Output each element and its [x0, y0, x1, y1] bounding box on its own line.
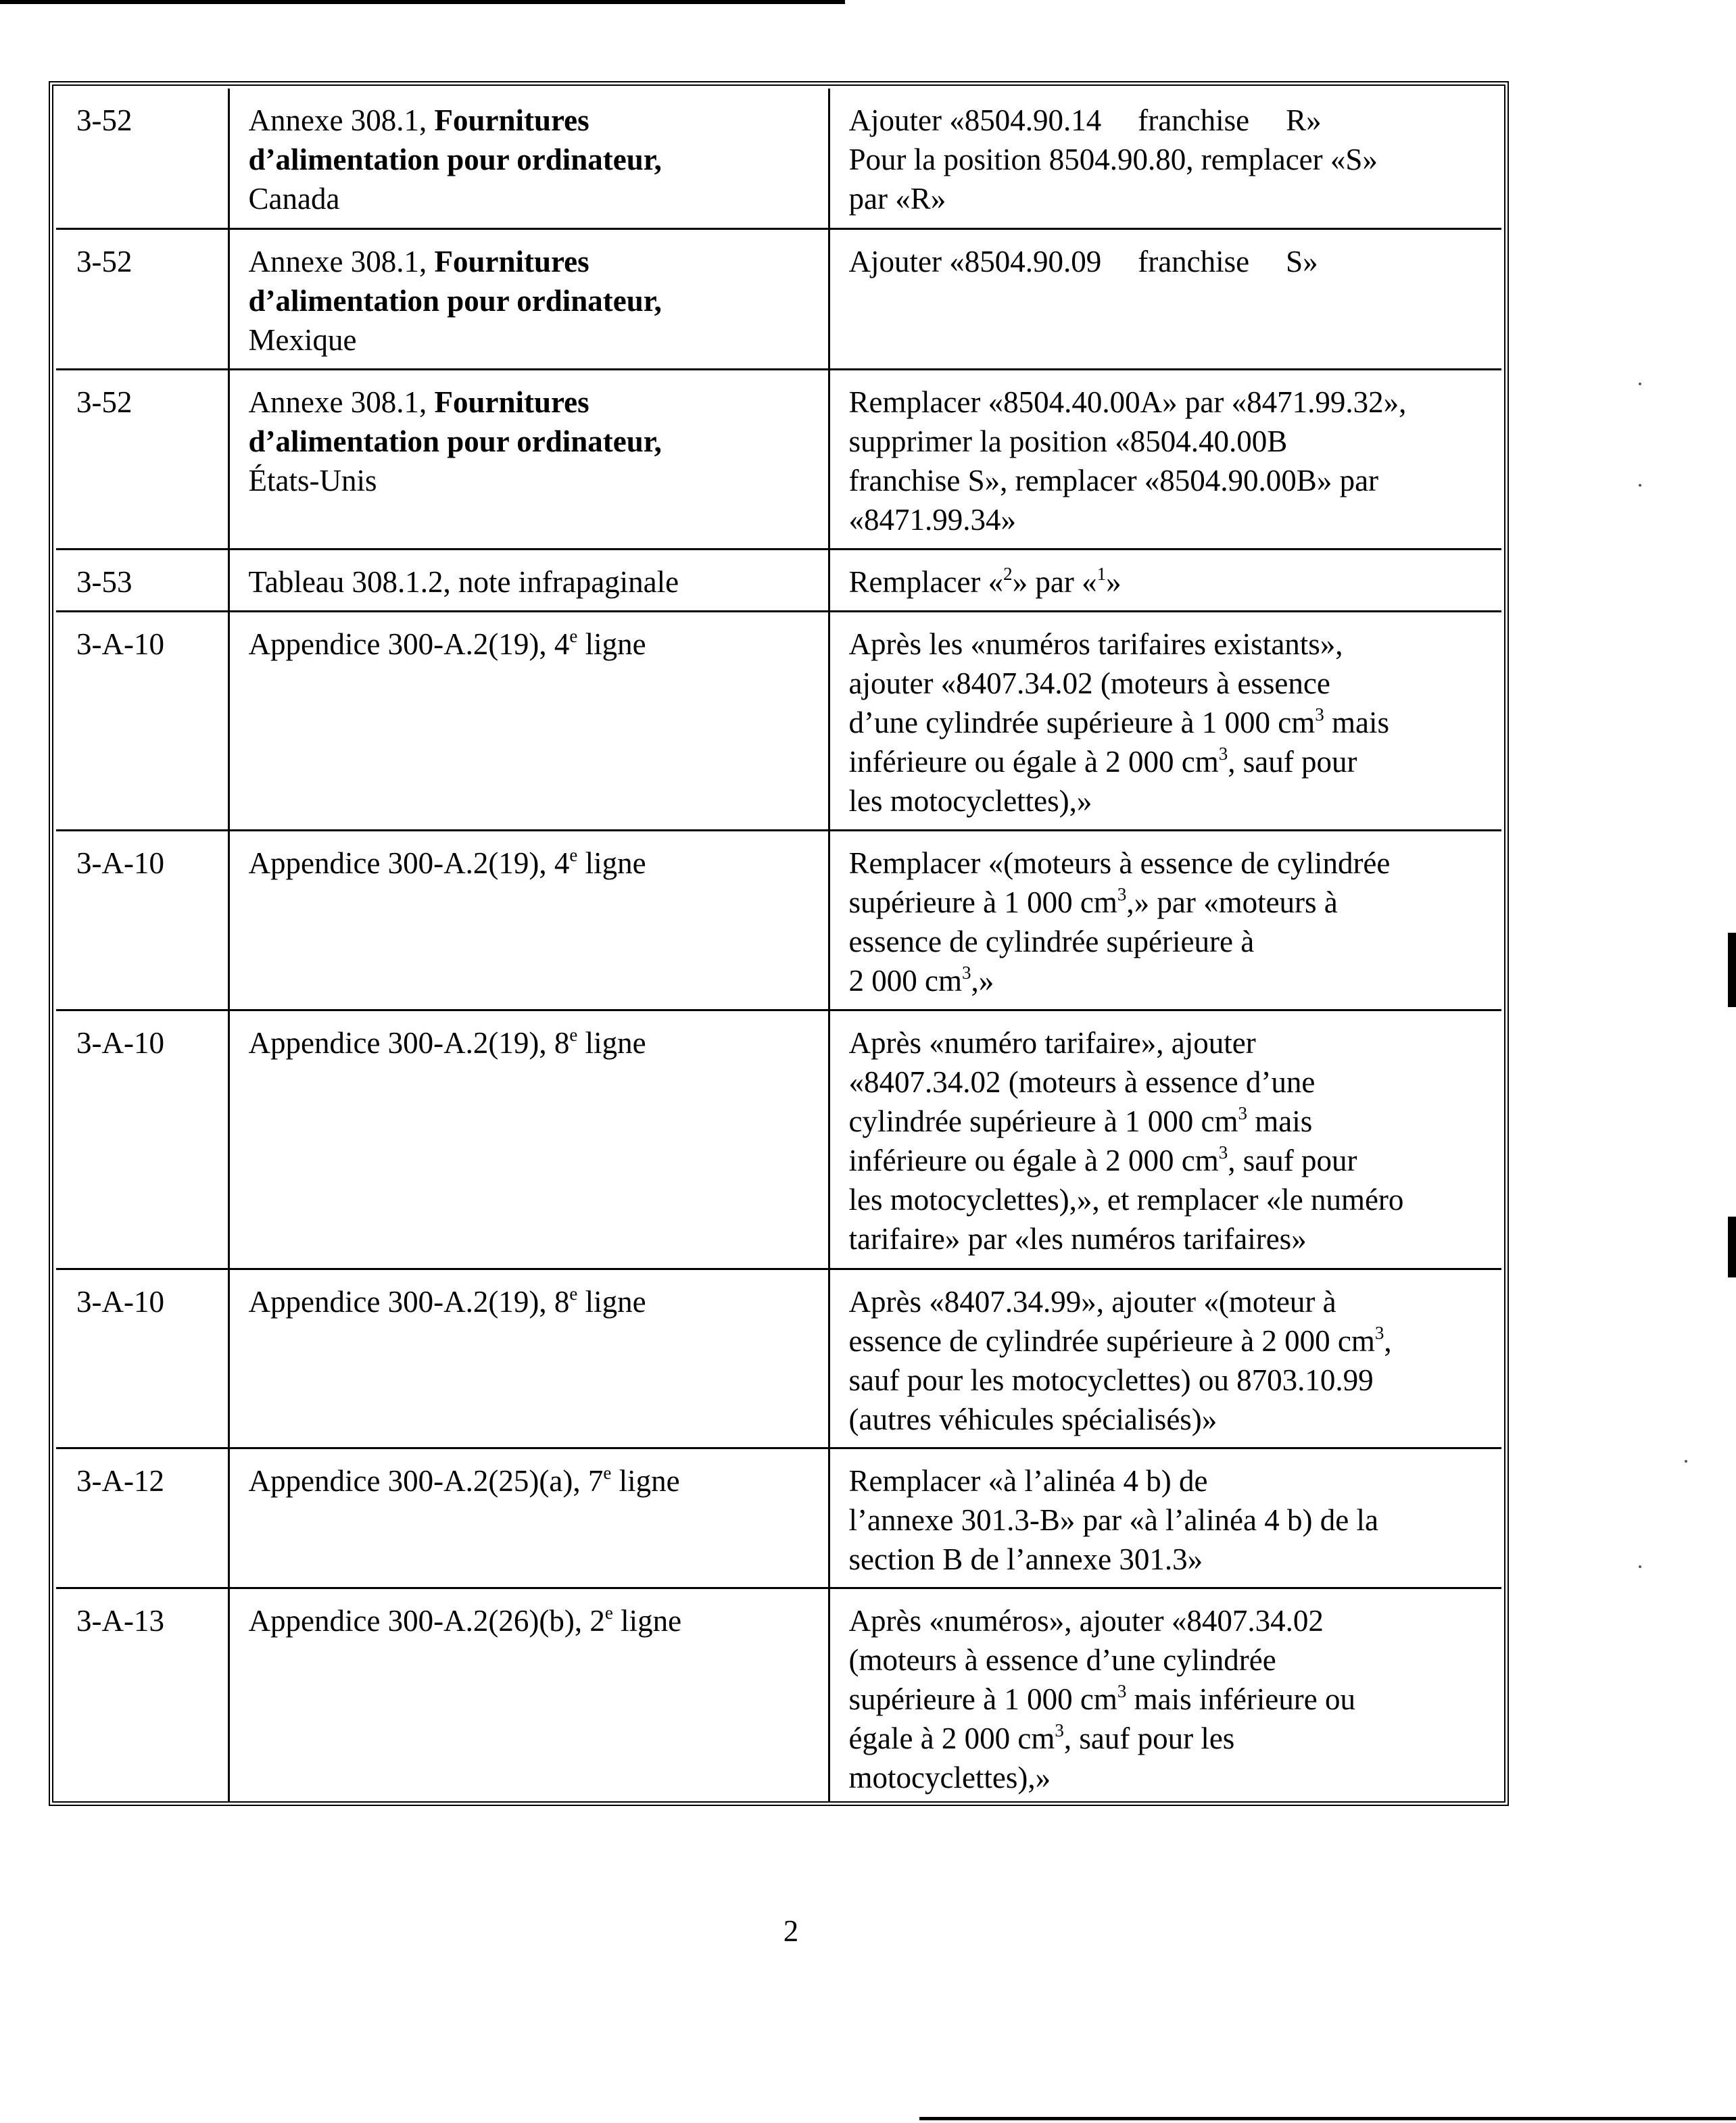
superscript: 3: [1374, 1322, 1384, 1343]
amendment-text: franchise: [1138, 103, 1250, 137]
table-row: [56, 1448, 1501, 1588]
amendment-line: essence de cylindrée supérieure à 2 000 $cm^3$,: [848, 1322, 1392, 1358]
location-bold-line: d’alimentation pour ordinateur,: [248, 143, 662, 176]
table-row: [56, 369, 1501, 549]
amendment-cell: [829, 611, 1501, 830]
amendment-text: R»: [1286, 103, 1322, 137]
location-line: Tableau 308.1.2, note infrapaginale: [248, 564, 679, 599]
reference-text: 3-A-13: [76, 1603, 164, 1638]
location-bold-text: Fournitures: [434, 385, 589, 419]
amendment-cell: [829, 369, 1501, 549]
superscript: e: [569, 844, 578, 865]
amendments-table: [56, 89, 1501, 1803]
scan-speck: [1639, 484, 1641, 487]
superscript: 3: [1055, 1719, 1064, 1740]
amendment-line: Pour la position 8504.90.80, remplacer «S»: [848, 143, 1378, 176]
reference-text: 3-53: [76, 564, 132, 599]
amendment-line: inférieure ou égale à 2 000 $cm^3$, sauf pour: [848, 1142, 1357, 1177]
amendment-line: «8407.34.02 (moteurs à essence d’une: [848, 1065, 1316, 1099]
bottom-scan-rule: [919, 2117, 1736, 2120]
location-text: Annexe 308.1,: [248, 244, 435, 278]
amendment-line: l’annexe 301.3-B» par «à l’alinéa 4 b) de la: [848, 1503, 1378, 1537]
reference-cell: [56, 1269, 228, 1448]
location-bold-line: d’alimentation pour ordinateur,: [248, 283, 662, 318]
amendment-text: franchise: [1138, 244, 1250, 278]
edge-scan-mark: [1728, 1217, 1736, 1277]
location-cell: [228, 611, 829, 830]
amendment-cell: [829, 1448, 1501, 1588]
reference-text: 3-A-10: [76, 627, 164, 661]
table-row: [56, 549, 1501, 611]
amendment-line: supérieure à 1 000 $cm^3$ mais inférieure ou: [848, 1680, 1355, 1716]
location-line: Appendice 300-A.2(25)(a), 7e ligne: [248, 1462, 680, 1498]
location-line: [249, 101, 812, 140]
location-bold-line: d’alimentation pour ordinateur,: [248, 424, 662, 458]
superscript: 3: [1238, 1102, 1248, 1123]
amendment-line: (autres véhicules spécialisés)»: [848, 1402, 1217, 1436]
table-row: [56, 1269, 1501, 1448]
amendment-line: ajouter «8407.34.02 (moteurs à essence: [848, 666, 1330, 700]
location-line: Appendice 300-A.2(19), 4e ligne: [248, 625, 646, 661]
top-scan-rule: [0, 0, 845, 4]
amendment-line: 2 000 $cm^3$,»: [848, 962, 994, 998]
reference-cell: [56, 611, 228, 830]
amendment-cell: [829, 89, 1501, 228]
reference-text: 3-52: [76, 244, 132, 278]
location-country: États-Unis: [248, 463, 377, 497]
table-row: [56, 1010, 1501, 1269]
edge-scan-mark: [1728, 933, 1736, 1007]
amendment-line: Après «numéros», ajouter «8407.34.02: [848, 1603, 1324, 1638]
amendment-line: franchise S», remplacer «8504.90.00B» par: [848, 463, 1379, 497]
page-number: 2: [783, 1914, 799, 1948]
reference-text: 3-52: [76, 385, 132, 419]
table-row: [56, 830, 1501, 1010]
location-cell: [228, 1448, 829, 1588]
scan-speck: [1639, 383, 1641, 385]
amendment-cell: [829, 1010, 1501, 1269]
superscript: 3: [1117, 1680, 1127, 1701]
amendment-line: Après «numéro tarifaire», ajouter: [848, 1025, 1256, 1060]
location-cell: [228, 369, 829, 549]
location-line: Appendice 300-A.2(19), 4e ligne: [248, 844, 646, 880]
amendment-text: Ajouter «8504.90.09: [848, 244, 1102, 278]
amendment-line: section B de l’annexe 301.3»: [848, 1542, 1203, 1576]
amendment-cell: [829, 549, 1501, 611]
superscript: 3: [1218, 1142, 1228, 1163]
amendment-line: sauf pour les motocyclettes) ou 8703.10.99: [848, 1363, 1374, 1397]
amendment-line: les motocyclettes),», et remplacer «le numéro: [848, 1182, 1404, 1217]
amendment-line: tarifaire» par «les numéros tarifaires»: [848, 1221, 1307, 1256]
reference-cell: [56, 1448, 228, 1588]
amendment-text: Ajouter «8504.90.14: [848, 103, 1102, 137]
table-row: [56, 228, 1501, 369]
superscript: e: [569, 625, 578, 646]
superscript: 2: [1003, 563, 1013, 584]
location-country: Mexique: [248, 322, 357, 357]
amendment-line: [849, 242, 1486, 281]
superscript: e: [604, 1602, 613, 1623]
reference-cell: [56, 1010, 228, 1269]
location-cell: [228, 830, 829, 1010]
amendment-cell: [829, 1588, 1501, 1803]
reference-cell: [56, 830, 228, 1010]
superscript: 3: [1315, 704, 1324, 725]
amendment-line: Remplacer «(moteurs à essence de cylindrée: [848, 846, 1391, 880]
superscript: e: [569, 1024, 578, 1045]
table-row: [56, 89, 1501, 228]
amendment-line: essence de cylindrée supérieure à: [848, 924, 1255, 958]
amendment-line: les motocyclettes),»: [848, 783, 1092, 818]
table-row: [56, 611, 1501, 830]
amendment-line: cylindrée supérieure à 1 000 $cm^3$ mais: [848, 1102, 1313, 1138]
location-text: Annexe 308.1,: [248, 385, 435, 419]
location-bold-text: Fournitures: [434, 244, 589, 278]
location-line: Appendice 300-A.2(26)(b), 2e ligne: [248, 1602, 682, 1638]
amendment-cell: [829, 830, 1501, 1010]
amendment-line: supérieure à 1 000 $cm^3$,» par «moteurs à: [848, 883, 1338, 919]
amendment-line: par «R»: [848, 182, 946, 216]
location-line: [249, 242, 812, 281]
location-country: Canada: [248, 182, 340, 216]
scan-speck: [1639, 1565, 1641, 1568]
location-bold-text: Fournitures: [434, 103, 589, 137]
reference-text: 3-A-10: [76, 846, 164, 880]
location-line: [249, 383, 812, 422]
superscript: e: [603, 1462, 612, 1483]
reference-cell: [56, 369, 228, 549]
amendment-line: «8471.99.34»: [848, 502, 1016, 537]
superscript: 3: [1117, 883, 1127, 904]
reference-text: 3-52: [76, 103, 132, 137]
scan-speck: [1685, 1460, 1687, 1463]
location-cell: [228, 89, 829, 228]
amendment-line: Après les «numéros tarifaires existants»,: [848, 627, 1343, 661]
reference-cell: [56, 228, 228, 369]
location-cell: [228, 228, 829, 369]
location-line: Appendice 300-A.2(19), 8e ligne: [248, 1283, 646, 1319]
reference-cell: [56, 1588, 228, 1803]
location-cell: [228, 1010, 829, 1269]
reference-text: 3-A-10: [76, 1025, 164, 1060]
amendment-line: d’une cylindrée supérieure à 1 000 $cm^3$ mais: [848, 704, 1389, 739]
reference-cell: [56, 89, 228, 228]
superscript: 3: [1218, 743, 1228, 764]
reference-text: 3-A-10: [76, 1284, 164, 1319]
amendment-line: motocyclettes),»: [848, 1760, 1051, 1795]
reference-text: 3-A-12: [76, 1463, 164, 1498]
location-cell: [228, 1588, 829, 1803]
amendment-line: Remplacer «$^2$» par «$^1$»: [848, 563, 1122, 599]
superscript: 3: [961, 962, 971, 983]
amendment-line: inférieure ou égale à 2 000 $cm^3$, sauf pour: [848, 743, 1357, 779]
amendment-text: S»: [1286, 244, 1318, 278]
location-text: Annexe 308.1,: [248, 103, 435, 137]
table-row: [56, 1588, 1501, 1803]
location-cell: [228, 1269, 829, 1448]
amendment-line: Remplacer «à l’alinéa 4 b) de: [848, 1463, 1208, 1498]
amendment-line: égale à 2 000 $cm^3$, sauf pour les: [848, 1719, 1235, 1755]
amendment-line: Remplacer «8504.40.00A» par «8471.99.32»,: [848, 385, 1407, 419]
amendment-line: [849, 101, 1486, 140]
amendment-cell: [829, 1269, 1501, 1448]
reference-cell: [56, 549, 228, 611]
location-cell: [228, 549, 829, 611]
amendment-line: Après «8407.34.99», ajouter «(moteur à: [848, 1284, 1336, 1319]
superscript: e: [569, 1283, 578, 1304]
amendment-line: (moteurs à essence d’une cylindrée: [848, 1642, 1276, 1677]
location-line: Appendice 300-A.2(19), 8e ligne: [248, 1024, 646, 1060]
superscript: 1: [1096, 563, 1107, 584]
amendment-cell: [829, 228, 1501, 369]
amendment-line: supprimer la position «8504.40.00B: [848, 424, 1288, 458]
